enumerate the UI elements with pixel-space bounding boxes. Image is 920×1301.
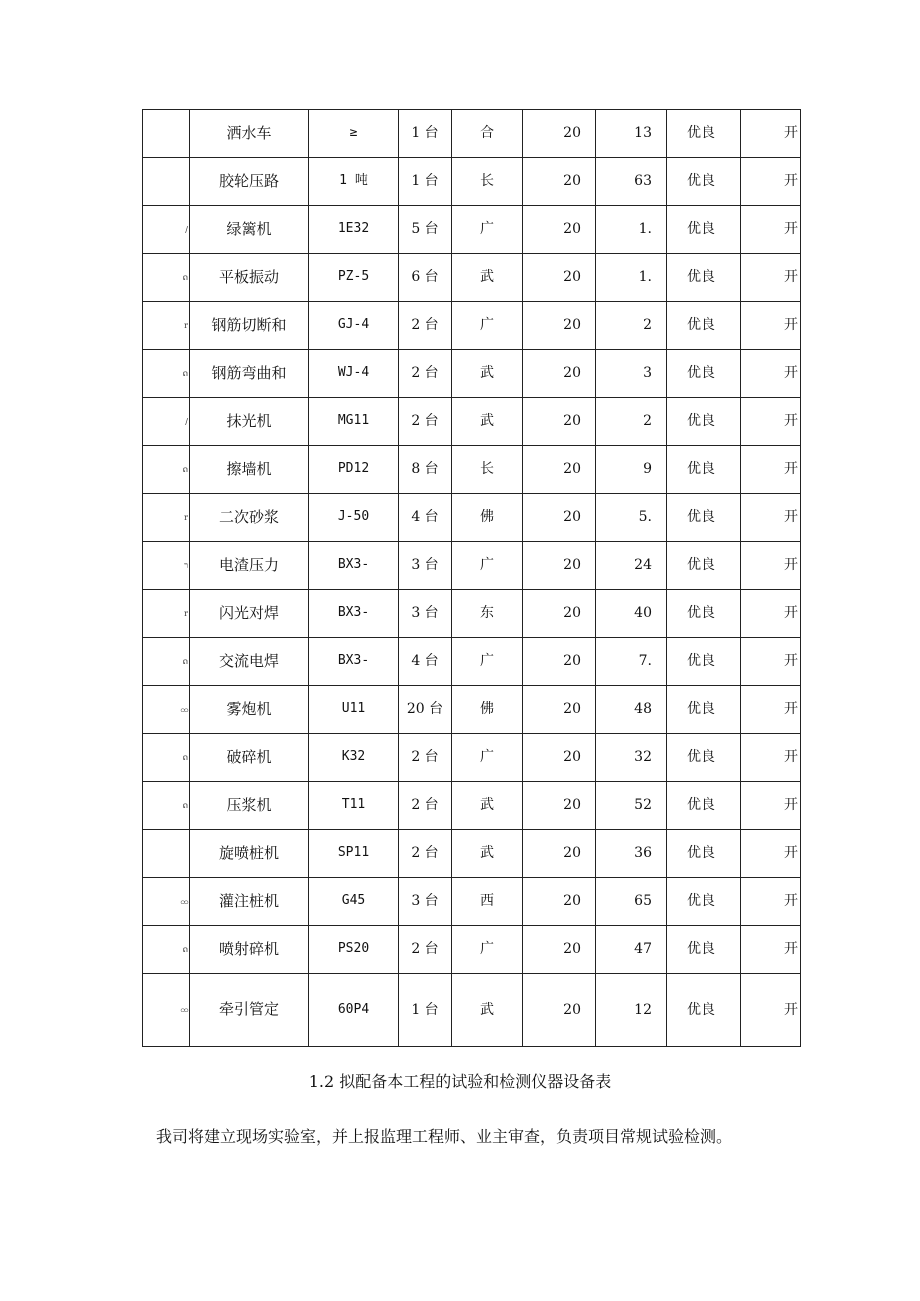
table-row (143, 974, 801, 1047)
condition-cell: 优良 (667, 926, 741, 974)
quantity-cell: 1 台 (399, 158, 452, 206)
table-row (143, 158, 801, 206)
table-row (143, 590, 801, 638)
equipment-name-cell: 二次砂浆 (190, 494, 309, 542)
table-row (143, 734, 801, 782)
origin-cell: 长 (452, 158, 523, 206)
condition-cell: 优良 (667, 830, 741, 878)
model-spec-cell: WJ-4 (309, 350, 399, 398)
row-number-cell: ထ (143, 878, 190, 926)
condition-cell: 优良 (667, 254, 741, 302)
rated-power-cell: 47 (596, 926, 667, 974)
row-number-cell (143, 110, 190, 158)
row-number-cell: r (143, 302, 190, 350)
usage-cell: 开 (741, 302, 801, 350)
year-cell: 20 (523, 638, 596, 686)
table-row (143, 254, 801, 302)
quantity-cell: 1 台 (399, 110, 452, 158)
year-cell: 20 (523, 542, 596, 590)
equipment-name-cell: 钢筋弯曲和 (190, 350, 309, 398)
table-row (143, 302, 801, 350)
usage-cell: 开 (741, 974, 801, 1047)
row-number-cell: ထ (143, 974, 190, 1047)
model-spec-cell: GJ-4 (309, 302, 399, 350)
quantity-cell: 2 台 (399, 782, 452, 830)
origin-cell: 广 (452, 638, 523, 686)
origin-cell: 武 (452, 782, 523, 830)
section-caption: 1.2 拟配备本工程的试验和检测仪器设备表 (308, 1072, 612, 1091)
equipment-name-cell: 压浆机 (190, 782, 309, 830)
equipment-table (142, 109, 801, 1047)
condition-cell: 优良 (667, 590, 741, 638)
row-number-cell: / (143, 206, 190, 254)
year-cell: 20 (523, 206, 596, 254)
year-cell: 20 (523, 398, 596, 446)
quantity-cell: 2 台 (399, 830, 452, 878)
equipment-name-cell: 平板振动 (190, 254, 309, 302)
condition-cell: 优良 (667, 398, 741, 446)
equipment-name-cell: 闪光对焊 (190, 590, 309, 638)
quantity-cell: 4 台 (399, 494, 452, 542)
origin-cell: 广 (452, 734, 523, 782)
rated-power-cell: 9 (596, 446, 667, 494)
origin-cell: 佛 (452, 686, 523, 734)
model-spec-cell: 1 吨 (309, 158, 399, 206)
rated-power-cell: 65 (596, 878, 667, 926)
equipment-name-cell: 擦墙机 (190, 446, 309, 494)
usage-cell: 开 (741, 686, 801, 734)
table-row (143, 878, 801, 926)
condition-cell: 优良 (667, 302, 741, 350)
table-row (143, 446, 801, 494)
origin-cell: 广 (452, 206, 523, 254)
condition-cell: 优良 (667, 350, 741, 398)
quantity-cell: 3 台 (399, 542, 452, 590)
quantity-cell: 20 台 (399, 686, 452, 734)
condition-cell: 优良 (667, 446, 741, 494)
origin-cell: 广 (452, 926, 523, 974)
table-row (143, 542, 801, 590)
quantity-cell: 5 台 (399, 206, 452, 254)
year-cell: 20 (523, 350, 596, 398)
quantity-cell: 2 台 (399, 302, 452, 350)
rated-power-cell: 36 (596, 830, 667, 878)
rated-power-cell: 5. (596, 494, 667, 542)
origin-cell: 东 (452, 590, 523, 638)
quantity-cell: 6 台 (399, 254, 452, 302)
table-row (143, 782, 801, 830)
year-cell: 20 (523, 878, 596, 926)
quantity-cell: 2 台 (399, 926, 452, 974)
condition-cell: 优良 (667, 686, 741, 734)
year-cell: 20 (523, 302, 596, 350)
rated-power-cell: 7. (596, 638, 667, 686)
year-cell: 20 (523, 974, 596, 1047)
condition-cell: 优良 (667, 494, 741, 542)
table-row (143, 110, 801, 158)
condition-cell: 优良 (667, 878, 741, 926)
model-spec-cell: U11 (309, 686, 399, 734)
rated-power-cell: 1. (596, 206, 667, 254)
model-spec-cell: ≥ (309, 110, 399, 158)
origin-cell: 广 (452, 302, 523, 350)
rated-power-cell: 2 (596, 398, 667, 446)
usage-cell: 开 (741, 782, 801, 830)
model-spec-cell: 60P4 (309, 974, 399, 1047)
usage-cell: 开 (741, 734, 801, 782)
model-spec-cell: MG11 (309, 398, 399, 446)
equipment-name-cell: 绿篱机 (190, 206, 309, 254)
usage-cell: 开 (741, 350, 801, 398)
table-row (143, 926, 801, 974)
rated-power-cell: 40 (596, 590, 667, 638)
condition-cell: 优良 (667, 638, 741, 686)
quantity-cell: 3 台 (399, 590, 452, 638)
quantity-cell: 2 台 (399, 398, 452, 446)
rated-power-cell: 1. (596, 254, 667, 302)
rated-power-cell: 3 (596, 350, 667, 398)
equipment-name-cell: 钢筋切断和 (190, 302, 309, 350)
origin-cell: 武 (452, 830, 523, 878)
equipment-name-cell: 牵引管定 (190, 974, 309, 1047)
equipment-name-cell: 灌注桩机 (190, 878, 309, 926)
condition-cell: 优良 (667, 158, 741, 206)
year-cell: 20 (523, 158, 596, 206)
model-spec-cell: PS20 (309, 926, 399, 974)
condition-cell: 优良 (667, 734, 741, 782)
year-cell: 20 (523, 590, 596, 638)
usage-cell: 开 (741, 398, 801, 446)
table-row (143, 686, 801, 734)
model-spec-cell: 1E32 (309, 206, 399, 254)
year-cell: 20 (523, 686, 596, 734)
quantity-cell: 3 台 (399, 878, 452, 926)
rated-power-cell: 13 (596, 110, 667, 158)
rated-power-cell: 32 (596, 734, 667, 782)
year-cell: 20 (523, 494, 596, 542)
origin-cell: 广 (452, 542, 523, 590)
condition-cell: 优良 (667, 542, 741, 590)
equipment-name-cell: 交流电焊 (190, 638, 309, 686)
quantity-cell: 8 台 (399, 446, 452, 494)
equipment-name-cell: 电渣压力 (190, 542, 309, 590)
row-number-cell (143, 830, 190, 878)
model-spec-cell: T11 (309, 782, 399, 830)
usage-cell: 开 (741, 158, 801, 206)
rated-power-cell: 63 (596, 158, 667, 206)
rated-power-cell: 2 (596, 302, 667, 350)
rated-power-cell: 12 (596, 974, 667, 1047)
quantity-cell: 4 台 (399, 638, 452, 686)
year-cell: 20 (523, 254, 596, 302)
rated-power-cell: 48 (596, 686, 667, 734)
usage-cell: 开 (741, 830, 801, 878)
equipment-name-cell: 旋喷桩机 (190, 830, 309, 878)
quantity-cell: 1 台 (399, 974, 452, 1047)
condition-cell: 优良 (667, 782, 741, 830)
row-number-cell: ר (143, 542, 190, 590)
model-spec-cell: SP11 (309, 830, 399, 878)
row-number-cell: ດ (143, 926, 190, 974)
row-number-cell: ດ (143, 446, 190, 494)
year-cell: 20 (523, 734, 596, 782)
usage-cell: 开 (741, 446, 801, 494)
usage-cell: 开 (741, 206, 801, 254)
table-row (143, 398, 801, 446)
row-number-cell: ດ (143, 782, 190, 830)
row-number-cell: r (143, 494, 190, 542)
quantity-cell: 2 台 (399, 350, 452, 398)
model-spec-cell: J-50 (309, 494, 399, 542)
model-spec-cell: BX3- (309, 638, 399, 686)
origin-cell: 西 (452, 878, 523, 926)
year-cell: 20 (523, 782, 596, 830)
quantity-cell: 2 台 (399, 734, 452, 782)
table-row (143, 830, 801, 878)
row-number-cell: ດ (143, 350, 190, 398)
row-number-cell: / (143, 398, 190, 446)
table-row (143, 494, 801, 542)
origin-cell: 长 (452, 446, 523, 494)
origin-cell: 武 (452, 974, 523, 1047)
equipment-name-cell: 抹光机 (190, 398, 309, 446)
row-number-cell: ດ (143, 638, 190, 686)
rated-power-cell: 24 (596, 542, 667, 590)
usage-cell: 开 (741, 254, 801, 302)
equipment-name-cell: 胶轮压路 (190, 158, 309, 206)
equipment-name-cell: 喷射碎机 (190, 926, 309, 974)
usage-cell: 开 (741, 926, 801, 974)
model-spec-cell: K32 (309, 734, 399, 782)
usage-cell: 开 (741, 638, 801, 686)
condition-cell: 优良 (667, 206, 741, 254)
year-cell: 20 (523, 926, 596, 974)
origin-cell: 武 (452, 350, 523, 398)
model-spec-cell: BX3- (309, 542, 399, 590)
equipment-name-cell: 破碎机 (190, 734, 309, 782)
usage-cell: 开 (741, 494, 801, 542)
usage-cell: 开 (741, 878, 801, 926)
model-spec-cell: PZ-5 (309, 254, 399, 302)
row-number-cell: ດ (143, 734, 190, 782)
body-paragraph: 我司将建立现场实验室，并上报监理工程师、业主审查，负责项目常规试验检测。 (156, 1127, 733, 1146)
condition-cell: 优良 (667, 974, 741, 1047)
table-row (143, 350, 801, 398)
model-spec-cell: G45 (309, 878, 399, 926)
row-number-cell (143, 158, 190, 206)
row-number-cell: ထ (143, 686, 190, 734)
condition-cell: 优良 (667, 110, 741, 158)
table-row (143, 638, 801, 686)
model-spec-cell: PD12 (309, 446, 399, 494)
origin-cell: 合 (452, 110, 523, 158)
origin-cell: 佛 (452, 494, 523, 542)
origin-cell: 武 (452, 254, 523, 302)
year-cell: 20 (523, 830, 596, 878)
rated-power-cell: 52 (596, 782, 667, 830)
equipment-name-cell: 雾炮机 (190, 686, 309, 734)
usage-cell: 开 (741, 590, 801, 638)
table-row (143, 206, 801, 254)
usage-cell: 开 (741, 110, 801, 158)
year-cell: 20 (523, 446, 596, 494)
row-number-cell: ດ (143, 254, 190, 302)
equipment-name-cell: 洒水车 (190, 110, 309, 158)
origin-cell: 武 (452, 398, 523, 446)
model-spec-cell: BX3- (309, 590, 399, 638)
year-cell: 20 (523, 110, 596, 158)
usage-cell: 开 (741, 542, 801, 590)
row-number-cell: r (143, 590, 190, 638)
